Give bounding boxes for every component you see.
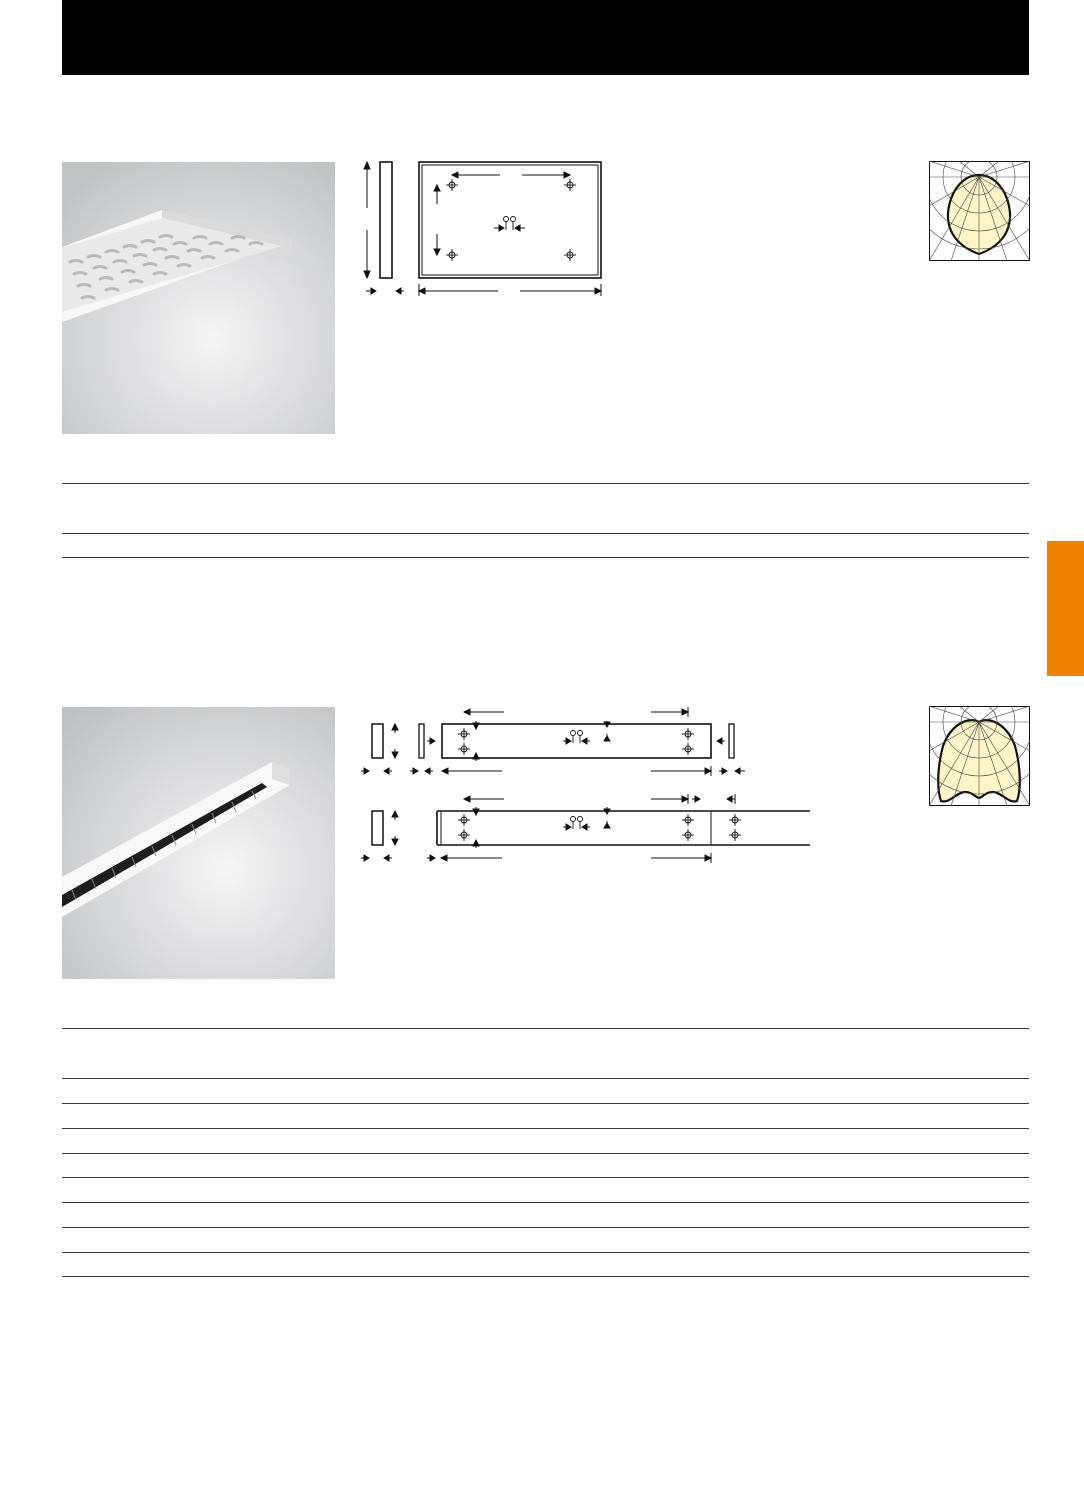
square-luminaire-dimension-drawing-icon bbox=[358, 158, 608, 298]
table-row bbox=[62, 1078, 1029, 1079]
table-row bbox=[62, 1103, 1029, 1104]
page-header-bar bbox=[62, 0, 1029, 75]
recessed-square-louvre-luminaire-icon bbox=[62, 162, 335, 434]
polar-light-distribution-diagram-icon bbox=[929, 706, 1030, 806]
table-row bbox=[62, 1276, 1029, 1277]
table-rule-top bbox=[62, 1028, 1029, 1029]
table-row bbox=[62, 1128, 1029, 1129]
polar-diagram-linear-luminaire bbox=[929, 706, 1030, 806]
polar-light-distribution-diagram-icon bbox=[929, 161, 1030, 261]
product-photo-square-luminaire bbox=[62, 162, 335, 434]
table-row bbox=[62, 533, 1029, 534]
table-row bbox=[62, 1202, 1029, 1203]
polar-diagram-square-luminaire bbox=[929, 161, 1030, 261]
table-row bbox=[62, 557, 1029, 558]
linear-luminaire-dimension-drawing-icon bbox=[355, 703, 820, 868]
dimension-drawing-square-luminaire bbox=[358, 158, 608, 298]
table-row bbox=[62, 1177, 1029, 1178]
section-tab-marker bbox=[1047, 541, 1084, 676]
product-photo-linear-luminaire bbox=[62, 707, 335, 979]
table-row bbox=[62, 1227, 1029, 1228]
table-row bbox=[62, 1252, 1029, 1253]
dimension-drawing-linear-luminaire bbox=[355, 703, 820, 868]
table-rule-top bbox=[62, 483, 1029, 484]
linear-louvre-luminaire-icon bbox=[62, 707, 335, 979]
table-row bbox=[62, 1153, 1029, 1154]
